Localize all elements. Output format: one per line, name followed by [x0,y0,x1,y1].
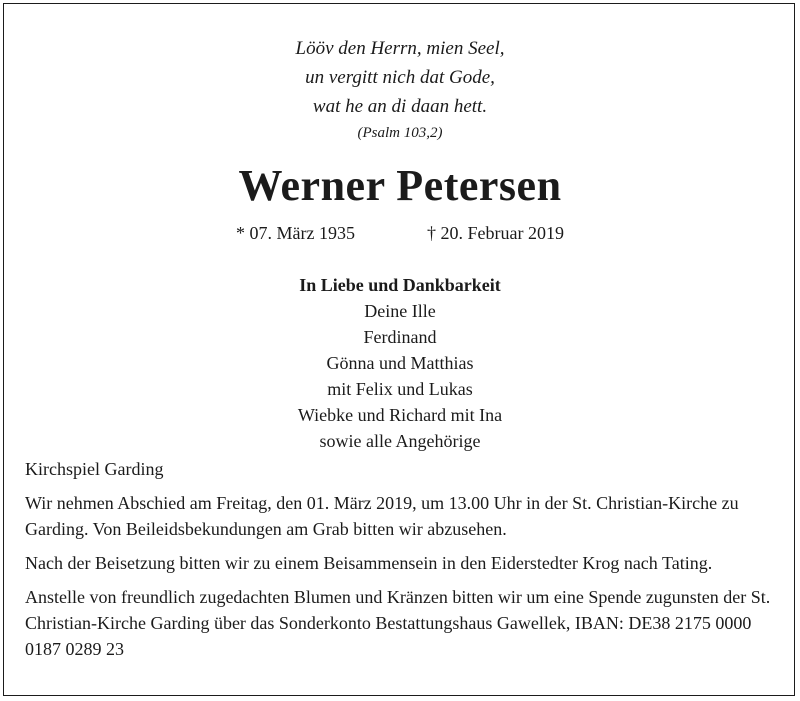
notice-body [25,456,777,670]
donation-paragraph: Anstelle von freundlich zugedachten Blumen und Kränzen bitten wir um eine Spende zugunsten der St. Christian-Kirche Garding über das Sonderkonto Bestattungshaus Gawellek, IBAN: DE38 2175 0000 0187 0289 23 [25,587,771,659]
mourner-name: mit Felix und Lukas [327,379,473,399]
psalm-line: Lööv den Herrn, mien Seel, [295,38,505,59]
reception-paragraph: Nach der Beisetzung bitten wir zu einem Beisammensein in den Eiderstedter Krog nach Tating. [25,553,713,573]
place-line: Kirchspiel Garding [25,459,164,479]
psalm-line: un vergitt nich dat Gode, [305,67,495,88]
mourner-name: Wiebke und Richard mit Ina [297,405,503,425]
mourner-name: sowie alle Angehörige [319,431,481,451]
life-dates [0,221,800,245]
mourner-name: Deine Ille [364,301,436,321]
psalm-line: wat he an di daan hett. [312,96,488,117]
deceased-name: Werner Petersen [238,161,562,210]
mourner-name: Gönna und Matthias [326,353,474,373]
mourner-name: Ferdinand [363,327,437,347]
funeral-paragraph: Wir nehmen Abschied am Freitag, den 01. März 2019, um 13.00 Uhr in der St. Christian-Kirche zu Garding. Von Beileidsbekundungen am Grab bitten wir abzusehen. [25,493,739,539]
mourners-list [0,272,800,454]
death-date: † 20. Februar 2019 [427,223,564,243]
psalm-reference: (Psalm 103,2) [357,125,443,141]
birth-date: * 07. März 1935 [236,223,355,243]
psalm-quote [0,34,800,145]
mourners-heading: In Liebe und Dankbarkeit [299,275,501,295]
